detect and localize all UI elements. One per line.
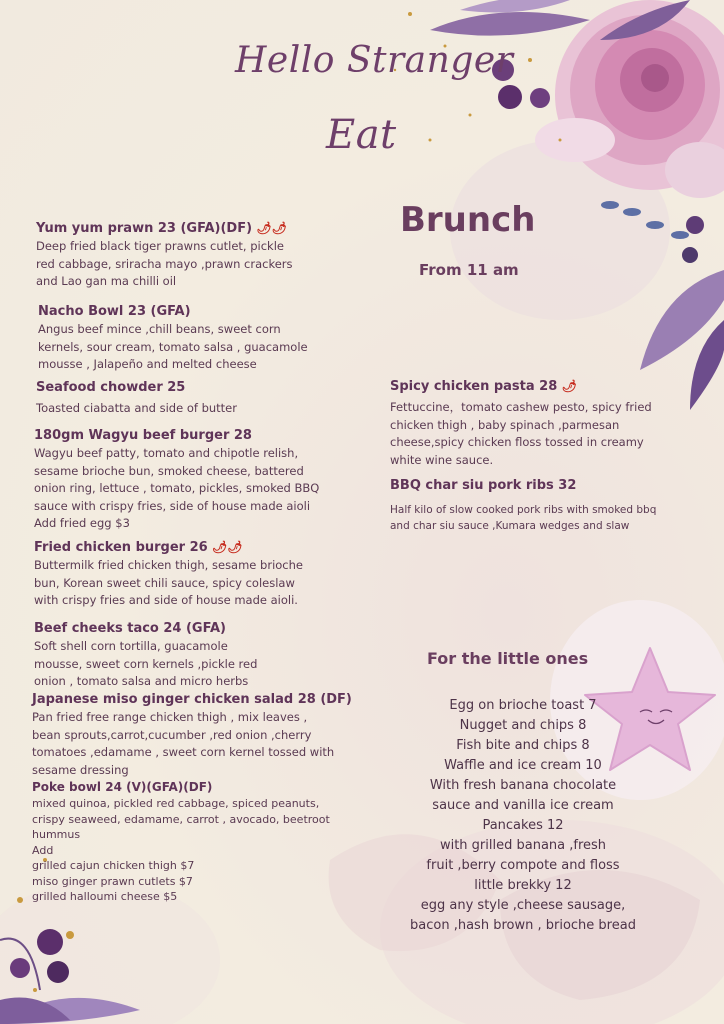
list-item: bacon ,hash brown , brioche bread <box>410 918 636 933</box>
item-name: Japanese miso ginger chicken salad 28 (DF) <box>32 692 352 707</box>
list-item: with grilled banana ,fresh <box>439 838 607 853</box>
item-name: Yum yum prawn 23 (GFA)(DF) 🌶🌶 <box>36 221 288 236</box>
chili-pepper-icon: 🌶🌶 <box>212 540 243 554</box>
menu-title-eat: Eat <box>326 112 397 158</box>
kids-menu-list <box>388 696 658 936</box>
list-item: Fish bite and chips 8 <box>456 738 590 753</box>
list-item: Nugget and chips 8 <box>459 718 587 733</box>
item-name: Beef cheeks taco 24 (GFA) <box>34 621 226 636</box>
menu-item-poke-bowl <box>32 778 330 905</box>
item-description: Half kilo of slow cooked pork ribs with smoked bbq and char siu sauce ,Kumara wedges and slaw <box>390 504 657 532</box>
list-item: Waffle and ice cream 10 <box>444 758 602 773</box>
list-item: sauce and vanilla ice cream <box>432 798 614 813</box>
menu-item-wagyu-burger <box>34 427 319 533</box>
list-item: fruit ,berry compote and floss <box>426 858 620 873</box>
item-description: Wagyu beef patty, tomato and chipotle relish, sesame brioche bun, smoked cheese, battered onion ring, lettuce , tomato, pickles, smoked BBQ sauce with crispy fries, side of house made aioli Add fried egg $3 <box>34 446 320 530</box>
menu-item-miso-chicken-salad <box>32 691 352 779</box>
item-name: Spicy chicken pasta 28 🌶 <box>390 379 578 394</box>
item-description: Toasted ciabatta and side of butter <box>36 401 237 415</box>
list-item: With fresh banana chocolate <box>429 778 617 793</box>
menu-item-beef-cheeks-taco <box>34 620 257 691</box>
item-description: Angus beef mince ,chill beans, sweet corn kernels, sour cream, tomato salsa , guacamole mousse , Jalapeño and melted cheese <box>38 322 308 371</box>
item-description: Buttermilk fried chicken thigh, sesame brioche bun, Korean sweet chili sauce, spicy coleslaw with crispy fries and side of house made aioli. <box>34 558 303 607</box>
item-name: 180gm Wagyu beef burger 28 <box>34 428 252 443</box>
chili-pepper-icon: 🌶 <box>561 379 578 393</box>
item-name: Fried chicken burger 26 🌶🌶 <box>34 540 243 555</box>
menu-item-spicy-chicken-pasta <box>390 377 652 469</box>
item-name: Nacho Bowl 23 (GFA) <box>38 304 191 319</box>
menu-title-hello: Hello Stranger <box>235 40 514 81</box>
list-item: Pancakes 12 <box>482 818 564 833</box>
menu-item-fried-chicken-burger <box>34 538 303 610</box>
kids-menu-heading: For the little ones <box>427 649 589 668</box>
item-description: Deep fried black tiger prawns cutlet, pickle red cabbage, sriracha mayo ,prawn crackers and Lao gan ma chilli oil <box>36 239 293 288</box>
menu-item-yum-yum-prawn <box>36 219 293 291</box>
menu-item-bbq-pork-ribs <box>390 477 656 534</box>
item-description: Pan fried free range chicken thigh , mix leaves , bean sprouts,carrot,cucumber ,red onion ,cherry tomatoes ,edamame , sweet corn kernel tossed with sesame dressing <box>32 710 335 777</box>
brunch-heading: Brunch <box>400 200 536 240</box>
item-description: mixed quinoa, pickled red cabbage, spiced peanuts, crispy seaweed, edamame, carrot , avocado, beetroot hummus Add grilled cajun chicken thigh $7 miso ginger prawn cutlets $7 grilled halloumi cheese $5 <box>32 797 330 903</box>
brunch-hours: From 11 am <box>419 261 519 279</box>
list-item: little brekky 12 <box>474 878 572 893</box>
menu-item-seafood-chowder <box>36 379 237 418</box>
item-name: Poke bowl 24 (V)(GFA)(DF) <box>32 780 213 794</box>
item-name: Seafood chowder 25 <box>36 380 186 395</box>
menu-item-nacho-bowl <box>38 303 308 374</box>
chili-pepper-icon: 🌶🌶 <box>256 221 288 235</box>
list-item: Egg on brioche toast 7 <box>449 698 597 713</box>
item-description: Fettuccine，tomato cashew pesto, spicy fried chicken thigh , baby spinach ,parmesan cheese,spicy chicken floss tossed in creamy white wine sauce. <box>390 400 652 467</box>
list-item: egg any style ,cheese sausage, <box>420 898 626 913</box>
item-description: Soft shell corn tortilla, guacamole mousse, sweet corn kernels ,pickle red onion , tomato salsa and micro herbs <box>34 639 258 688</box>
item-name: BBQ char siu pork ribs 32 <box>390 478 577 493</box>
